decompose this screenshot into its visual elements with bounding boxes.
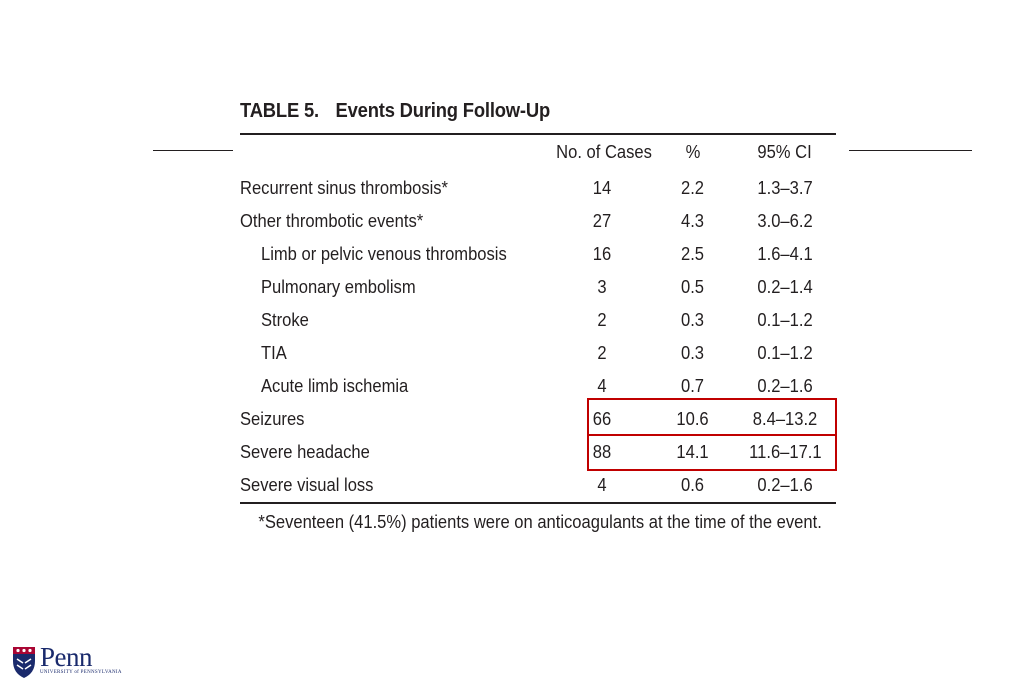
penn-subtitle: UNIVERSITY of PENNSYLVANIA [40,670,122,675]
event-label: Severe headache [240,442,370,462]
event-label: Other thrombotic events* [240,211,424,231]
decorative-rule-left [153,150,233,151]
percent-value: 0.6 [681,475,705,495]
cases-value: 66 [592,409,612,429]
percent-value: 14.1 [676,442,710,462]
cases-value: 2 [597,343,607,363]
event-label: Severe visual loss [240,475,374,495]
ci-value: 0.2–1.6 [757,475,813,495]
event-label: Pulmonary embolism [261,277,416,297]
percent-value: 0.3 [681,310,705,330]
percent-value: 2.5 [681,244,705,264]
table-row [240,271,836,304]
table-number: TABLE 5. [240,100,319,122]
percent-value: 4.3 [681,211,705,231]
table-caption: Events During Follow-Up [335,100,551,122]
cases-value: 4 [597,475,607,495]
cases-value: 2 [597,310,607,330]
event-label: Recurrent sinus thrombosis* [240,178,449,198]
ci-value: 0.2–1.6 [757,376,813,396]
percent-value: 0.7 [681,376,705,396]
highlight-box-headache [587,434,837,471]
cases-value: 27 [592,211,612,231]
table-header-row [240,135,836,170]
cases-value: 3 [597,277,607,297]
header-ci: 95% CI [757,142,813,162]
percent-value: 10.6 [676,409,710,429]
cases-value: 88 [592,442,612,462]
ci-value: 11.6–17.1 [748,442,822,462]
table-row [240,205,836,238]
ci-value: 1.3–3.7 [757,178,813,198]
penn-wordmark: Penn [40,642,92,672]
event-label: Acute limb ischemia [261,376,409,396]
ci-value: 8.4–13.2 [752,409,818,429]
header-event [240,135,552,170]
percent-value: 0.5 [681,277,705,297]
percent-value: 0.3 [681,343,705,363]
event-label: TIA [261,343,287,363]
header-percent: % [685,142,701,162]
cases-value: 16 [592,244,612,264]
ci-value: 3.0–6.2 [757,211,813,231]
table-row [240,170,836,205]
ci-value: 0.1–1.2 [757,310,813,330]
table-row [240,304,836,337]
highlight-box-seizures [587,398,837,436]
event-label: Limb or pelvic venous thrombosis [261,244,507,264]
event-label: Seizures [240,409,305,429]
table-row [240,238,836,271]
ci-value: 0.1–1.2 [757,343,813,363]
cases-value: 14 [592,178,612,198]
header-cases: No. of Cases [556,142,652,162]
ci-value: 0.2–1.4 [757,277,813,297]
ci-value: 1.6–4.1 [757,244,813,264]
table-row [240,337,836,370]
decorative-rule-right [849,150,972,151]
cases-value: 4 [597,376,607,396]
table-bottom-rule [240,502,836,504]
event-label: Stroke [261,310,309,330]
table-title [240,96,788,126]
table-row [240,469,836,502]
table-footnote: *Seventeen (41.5%) patients were on anticoagulants at the time of the event. [258,512,822,532]
percent-value: 2.2 [681,178,705,198]
